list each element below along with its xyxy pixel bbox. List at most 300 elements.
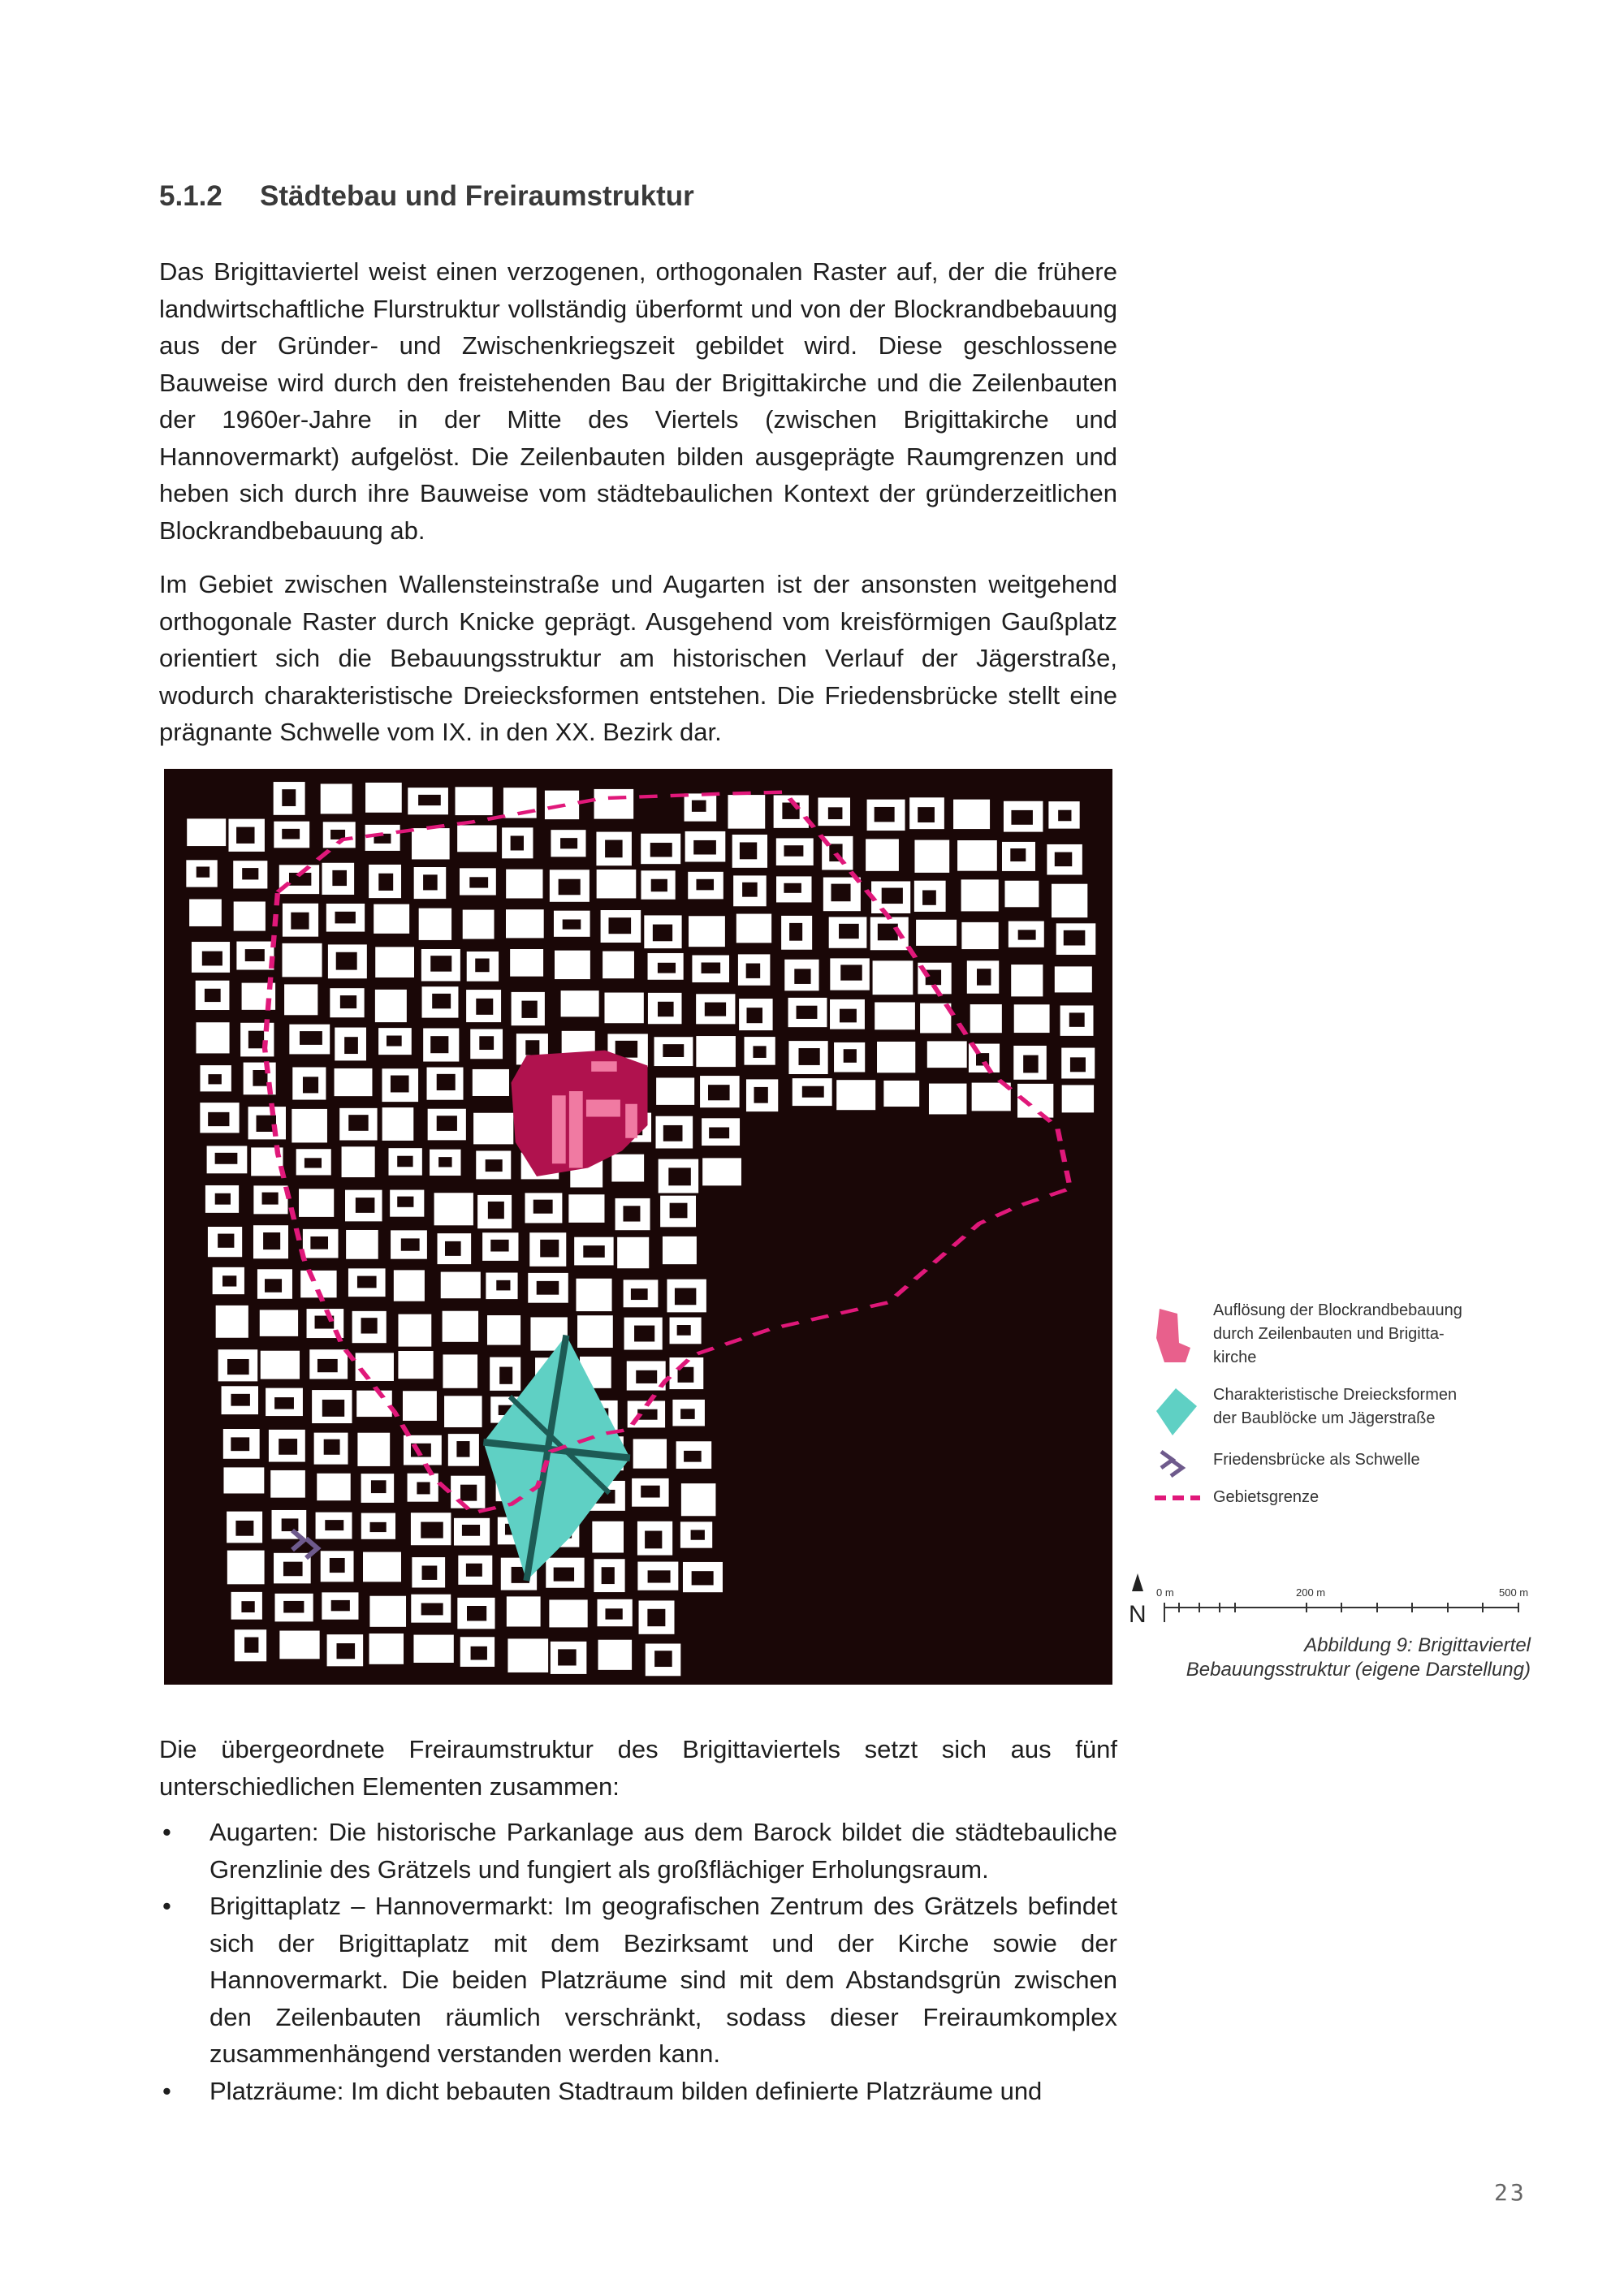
courtyard xyxy=(753,1046,766,1058)
building-block xyxy=(473,1069,509,1096)
courtyard xyxy=(430,956,451,971)
courtyard xyxy=(471,1646,487,1660)
building-block xyxy=(866,839,899,870)
courtyard xyxy=(583,1245,604,1258)
building-block xyxy=(457,825,497,852)
bullet-dot: • xyxy=(162,1892,171,1920)
courtyard xyxy=(784,883,801,893)
paragraph-intro: Das Brigittaviertel weist einen verzogenen, orthogonalen Raster auf, der die frühere landwirtschaftliche Flurstruktur vollständig überformt und von der Blockrandbebauung aus der Gründer- und Zwischenkriegszeit gebildet wird. Diese geschlossene Bauweise wird durch den freistehenden Bau der Brigittakirche und die Zeilenbauten der 1960er-Jahre in der Mitte des Viertels (zwischen Brigittakirche und Hannovermarkt) aufgelöst. Die Zeilenbauten bilden ausgeprägte Raumgrenzen und heben sich durch ihre Bauweise vom städtebaulichen Kontext der gründerzeitlichen Blockrandbebauung ab. xyxy=(159,257,1117,545)
courtyard xyxy=(615,1041,637,1058)
building-block xyxy=(736,914,771,943)
building-block xyxy=(444,1396,482,1427)
courtyard xyxy=(693,840,716,855)
courtyard xyxy=(602,1567,615,1584)
building-block xyxy=(356,1391,392,1417)
courtyard xyxy=(421,1522,443,1539)
courtyard xyxy=(227,1359,249,1375)
building-block xyxy=(604,993,643,1024)
courtyard xyxy=(244,1638,258,1653)
building-block xyxy=(321,783,352,814)
teal-diamond-icon xyxy=(1153,1385,1199,1439)
courtyard xyxy=(205,989,221,1002)
courtyard xyxy=(231,1437,249,1451)
building-block xyxy=(617,1237,649,1268)
scale-label-500: 500 m xyxy=(1499,1586,1529,1599)
courtyard xyxy=(789,923,802,941)
courtyard xyxy=(605,840,623,858)
building-block xyxy=(507,1596,541,1626)
bullet-dot: • xyxy=(162,1818,171,1846)
courtyard xyxy=(236,827,254,844)
courtyard xyxy=(521,1001,537,1018)
courtyard xyxy=(325,1520,343,1530)
building-block xyxy=(681,1483,716,1516)
courtyard xyxy=(245,949,265,961)
building-block xyxy=(577,1315,613,1348)
courtyard xyxy=(370,1522,387,1532)
courtyard xyxy=(554,1568,574,1582)
building-block xyxy=(363,1552,401,1582)
building-block xyxy=(506,870,542,899)
courtyard xyxy=(533,1200,553,1214)
courtyard xyxy=(356,1198,375,1213)
building-block xyxy=(594,789,634,819)
section-number: 5.1.2 xyxy=(159,180,222,212)
courtyard xyxy=(475,959,489,973)
courtyard xyxy=(645,1531,662,1549)
courtyard xyxy=(310,1236,328,1249)
building-block xyxy=(1011,965,1043,996)
building-block xyxy=(702,1158,741,1185)
courtyard xyxy=(797,1006,818,1019)
courtyard xyxy=(1064,930,1086,946)
building-block xyxy=(299,1189,334,1217)
courtyard xyxy=(476,999,493,1015)
courtyard xyxy=(691,1530,705,1539)
list-item xyxy=(159,2073,1117,2110)
building-block xyxy=(223,1467,264,1493)
courtyard xyxy=(537,1281,559,1295)
building-block xyxy=(510,949,543,977)
courtyard xyxy=(705,1003,726,1016)
courtyard xyxy=(421,1603,443,1616)
courtyard xyxy=(977,969,991,985)
building-block xyxy=(961,879,999,911)
courtyard xyxy=(511,835,524,850)
building-block xyxy=(656,1077,694,1104)
building-block xyxy=(346,1230,378,1259)
courtyard xyxy=(651,879,667,891)
building-block xyxy=(441,1272,481,1299)
building-block xyxy=(568,1194,604,1223)
pink-polygon-icon xyxy=(1153,1306,1194,1367)
section-heading xyxy=(159,180,694,213)
building-block xyxy=(375,947,414,978)
north-label: N xyxy=(1129,1601,1147,1628)
courtyard xyxy=(878,924,898,941)
courtyard xyxy=(248,1031,264,1049)
building-block xyxy=(403,1391,437,1421)
courtyard xyxy=(215,1153,238,1164)
courtyard xyxy=(831,884,851,902)
building-block xyxy=(234,901,266,930)
courtyard xyxy=(417,1482,430,1494)
courtyard xyxy=(265,1279,282,1293)
courtyard xyxy=(387,1036,402,1047)
building-block xyxy=(270,1470,305,1498)
courtyard xyxy=(304,1158,322,1167)
courtyard xyxy=(467,1606,486,1621)
scale-label-200: 200 m xyxy=(1296,1586,1326,1599)
courtyard xyxy=(1018,930,1036,939)
courtyard xyxy=(335,912,356,924)
map-svg xyxy=(164,769,1112,1685)
courtyard xyxy=(746,1008,762,1023)
scale-svg xyxy=(1121,1573,1543,1630)
building-block xyxy=(836,1080,875,1110)
building-block xyxy=(914,840,949,873)
courtyard xyxy=(378,874,393,891)
building-block xyxy=(227,1551,265,1585)
courtyard xyxy=(799,1048,820,1065)
building-block xyxy=(1004,881,1039,908)
courtyard xyxy=(675,1288,696,1306)
courtyard xyxy=(279,1439,297,1455)
courtyard xyxy=(274,1397,294,1409)
courtyard xyxy=(641,1486,659,1498)
courtyard xyxy=(332,870,347,886)
legend-label: der Baublöcke um Jägerstraße xyxy=(1213,1409,1436,1427)
zeile-building xyxy=(552,1095,566,1163)
building-block xyxy=(728,795,765,829)
courtyard xyxy=(658,963,676,973)
building-block xyxy=(335,1068,373,1096)
courtyard xyxy=(242,868,258,879)
courtyard xyxy=(197,866,209,877)
building-block xyxy=(506,909,544,938)
building-block xyxy=(1055,966,1092,992)
paragraph-freiraum: Die übergeordnete Freiraumstruktur des Brigittaviertels setzt sich aus fünf unterschiedlichen Elementen zusammen: xyxy=(159,1735,1117,1801)
building-block xyxy=(375,990,407,1022)
courtyard xyxy=(654,1651,672,1667)
building-block xyxy=(342,1146,375,1177)
courtyard xyxy=(605,1608,622,1619)
courtyard xyxy=(241,1601,254,1612)
building-block xyxy=(555,951,590,979)
building-block xyxy=(473,1113,513,1145)
courtyard xyxy=(670,1203,688,1219)
courtyard xyxy=(784,845,803,857)
building-block xyxy=(394,1270,425,1301)
north-arrow-icon xyxy=(1132,1573,1143,1591)
paragraph-knicke: Im Gebiet zwischen Wallensteinstraße und Augarten ist der ansonsten weitgehend orthogonale Raster durch Knicke geprägt. Ausgehend vom kreisförmigen Gaußplatz orientiert sich die Bebauungsstruktur am historischen Verlauf der Jägerstraße, wodurch charakteristische Dreiecksformen entstehen. Die Friedensbrücke stellt eine prägnante Schwelle vom IX. in den XX. Bezirk dar. xyxy=(159,570,1117,746)
courtyard xyxy=(282,789,296,806)
courtyard xyxy=(1023,1055,1038,1073)
courtyard xyxy=(330,1558,345,1573)
courtyard xyxy=(882,888,903,904)
courtyard xyxy=(486,1159,503,1172)
courtyard xyxy=(609,917,632,934)
courtyard xyxy=(1011,810,1032,825)
building-block xyxy=(398,1314,431,1347)
courtyard xyxy=(445,1241,461,1256)
courtyard xyxy=(231,1394,249,1406)
courtyard xyxy=(357,1276,377,1288)
courtyard xyxy=(300,1031,322,1045)
courtyard xyxy=(430,1036,448,1053)
building-block xyxy=(957,840,997,871)
courtyard xyxy=(361,1318,378,1333)
building-block xyxy=(357,1433,390,1466)
courtyard xyxy=(558,1649,577,1665)
courtyard xyxy=(794,969,810,984)
courtyard xyxy=(344,1037,358,1054)
building-block xyxy=(689,916,725,947)
courtyard xyxy=(563,919,581,929)
courtyard xyxy=(663,1044,684,1057)
building-block xyxy=(611,1154,644,1182)
zeile-building xyxy=(591,1061,617,1072)
courtyard xyxy=(215,1193,231,1205)
courtyard xyxy=(1058,810,1071,822)
building-block xyxy=(961,922,998,949)
courtyard xyxy=(469,877,488,887)
courtyard xyxy=(397,1156,412,1167)
courtyard xyxy=(623,1206,640,1221)
building-block xyxy=(463,910,495,939)
building-block xyxy=(413,1635,453,1663)
building-block xyxy=(597,870,637,898)
building-block xyxy=(487,1315,520,1345)
building-block xyxy=(284,984,317,1015)
building-block xyxy=(576,1279,611,1311)
courtyard xyxy=(432,994,451,1008)
courtyard xyxy=(680,1409,695,1419)
courtyard xyxy=(340,995,356,1008)
building-block xyxy=(382,1107,414,1141)
courtyard xyxy=(324,1439,340,1455)
courtyard xyxy=(208,1074,221,1084)
building-block xyxy=(412,828,450,859)
courtyard xyxy=(525,1040,539,1055)
zeile-building xyxy=(586,1100,620,1117)
courtyard xyxy=(331,1600,350,1611)
courtyard xyxy=(291,913,309,930)
caption-line: Abbildung 9: Brigittaviertel xyxy=(1304,1634,1531,1656)
list-item xyxy=(159,1888,1117,2073)
courtyard xyxy=(322,1400,344,1417)
building-block xyxy=(603,952,634,979)
scale-label-0: 0 m xyxy=(1156,1586,1174,1599)
building-block xyxy=(369,1634,404,1664)
courtyard xyxy=(283,1562,303,1577)
building-block xyxy=(1052,884,1087,917)
building-block xyxy=(953,800,990,829)
building-block xyxy=(927,1041,967,1068)
brigittakirche xyxy=(625,1104,637,1138)
legend-label: durch Zeilenbauten und Brigitta- xyxy=(1213,1325,1445,1343)
building-block xyxy=(875,1002,915,1029)
courtyard xyxy=(462,1525,480,1536)
zeile-building xyxy=(569,1091,583,1168)
courtyard xyxy=(840,965,862,980)
scale-bar xyxy=(1121,1573,1543,1630)
courtyard xyxy=(692,1571,714,1585)
scale-ticks xyxy=(1164,1603,1518,1622)
courtyard xyxy=(202,952,222,966)
building-block xyxy=(443,1311,478,1342)
courtyard xyxy=(631,1288,648,1300)
building-block xyxy=(216,1306,248,1338)
building-block xyxy=(970,1004,1002,1033)
courtyard xyxy=(499,1367,512,1384)
courtyard xyxy=(560,838,577,848)
building-block xyxy=(356,1353,394,1381)
figure-caption xyxy=(1121,1634,1531,1682)
courtyard xyxy=(391,1076,409,1093)
building-block xyxy=(419,908,451,940)
courtyard xyxy=(208,1112,229,1126)
courtyard xyxy=(282,829,300,839)
building-block xyxy=(261,1351,300,1379)
courtyard xyxy=(839,924,859,939)
building-block xyxy=(877,1042,915,1072)
building-block xyxy=(1062,1085,1094,1112)
courtyard xyxy=(401,1238,420,1250)
courtyard xyxy=(235,1521,253,1536)
courtyard xyxy=(840,1009,857,1023)
building-block xyxy=(443,1354,477,1388)
courtyard xyxy=(658,1002,674,1016)
building-block xyxy=(633,1439,667,1468)
building-block xyxy=(398,1351,433,1379)
courtyard xyxy=(337,1643,356,1659)
building-block xyxy=(365,783,402,813)
courtyard xyxy=(653,925,672,942)
courtyard xyxy=(684,1451,702,1462)
building-block xyxy=(883,1081,919,1107)
courtyard xyxy=(709,1128,729,1139)
building-block xyxy=(189,899,222,926)
courtyard xyxy=(1010,848,1026,861)
bridge-chevron-icon xyxy=(1153,1448,1194,1481)
building-block xyxy=(508,1638,548,1672)
courtyard xyxy=(663,1125,683,1142)
courtyard xyxy=(650,843,672,857)
courtyard xyxy=(283,1601,304,1613)
dashed-line-icon xyxy=(1153,1486,1202,1510)
legend-label: Friedensbrücke als Schwelle xyxy=(1213,1451,1420,1469)
section-title: Städtebau und Freiraumstruktur xyxy=(260,180,694,212)
courtyard xyxy=(702,962,721,973)
caption-line: Bebauungsstruktur (eigene Darstellung) xyxy=(1186,1659,1531,1681)
courtyard xyxy=(222,1275,236,1286)
courtyard xyxy=(218,1234,234,1248)
courtyard xyxy=(746,964,760,978)
courtyard xyxy=(460,1485,477,1501)
building-block xyxy=(279,1631,319,1659)
building-block xyxy=(456,787,493,815)
courtyard xyxy=(636,1370,657,1383)
page-number: 23 xyxy=(1494,2179,1527,2206)
courtyard xyxy=(317,1359,338,1372)
building-block xyxy=(369,1596,406,1627)
courtyard xyxy=(263,1232,280,1249)
building-block xyxy=(282,943,322,977)
building-block xyxy=(549,1599,587,1627)
building-block xyxy=(929,1084,966,1115)
courtyard xyxy=(496,1280,510,1291)
courtyard xyxy=(922,890,936,904)
building-block xyxy=(434,1193,473,1225)
courtyard xyxy=(336,952,357,970)
courtyard xyxy=(437,1116,457,1131)
courtyard xyxy=(754,1087,768,1103)
courtyard xyxy=(282,1518,299,1531)
courtyard xyxy=(371,1480,387,1493)
courtyard xyxy=(438,1157,451,1167)
courtyard xyxy=(740,842,757,859)
courtyard xyxy=(648,1570,671,1582)
courtyard xyxy=(692,801,706,812)
building-block xyxy=(292,1109,327,1142)
courtyard xyxy=(418,795,441,805)
list-item-text: Platzräume: Im dicht bebauten Stadtraum bilden definierte Platzräume und xyxy=(209,2076,1043,2105)
legend-label: Gebietsgrenze xyxy=(1213,1488,1320,1506)
building-block xyxy=(873,960,914,995)
courtyard xyxy=(647,1609,665,1626)
legend-label: Auflösung der Blockrandbebauung xyxy=(1213,1301,1462,1319)
courtyard xyxy=(828,807,843,819)
courtyard xyxy=(303,1077,318,1093)
building-block xyxy=(1014,1004,1050,1033)
courtyard xyxy=(437,1074,456,1090)
building-block xyxy=(317,1474,350,1500)
courtyard xyxy=(1069,1012,1085,1026)
building-block xyxy=(374,904,409,934)
courtyard xyxy=(802,1086,824,1098)
courtyard xyxy=(559,879,581,896)
bullet-dot: • xyxy=(162,2076,171,2105)
courtyard xyxy=(488,1202,504,1219)
courtyard xyxy=(696,879,714,891)
legend-label: Charakteristische Dreiecksformen xyxy=(1213,1386,1458,1404)
courtyard xyxy=(422,1565,438,1579)
courtyard xyxy=(844,1049,857,1063)
list-item xyxy=(159,1814,1117,1888)
courtyard xyxy=(668,1167,690,1185)
courtyard xyxy=(708,1085,730,1100)
figure-map xyxy=(164,769,1112,1685)
courtyard xyxy=(423,874,438,890)
courtyard xyxy=(634,1326,654,1342)
building-block xyxy=(663,1236,697,1264)
courtyard xyxy=(540,1240,559,1258)
courtyard xyxy=(456,1441,469,1457)
courtyard xyxy=(397,1197,413,1207)
courtyard xyxy=(1070,1057,1086,1072)
bullet-list xyxy=(159,1814,1117,2109)
list-item-text: Brigittaplatz – Hannovermarkt: Im geografischen Zentrum des Grätzels befindet sich der Brigittaplatz mit dem Bezirksamt und der Kirche sowie der Hannovermarkt. Die beiden Platzräume sind mit dem Abstandsgrün zwischen den Zeilenbauten räumlich verschränkt, sodass dieser Freiraumkomplex zusammenhängend verstanden werden kann. xyxy=(209,1892,1117,2068)
courtyard xyxy=(926,970,941,986)
building-block xyxy=(916,920,957,946)
building-block xyxy=(592,1521,624,1553)
building-block xyxy=(598,1640,633,1670)
building-block xyxy=(561,990,599,1016)
courtyard xyxy=(742,883,758,897)
courtyard xyxy=(1055,852,1072,867)
building-block xyxy=(260,1310,298,1336)
